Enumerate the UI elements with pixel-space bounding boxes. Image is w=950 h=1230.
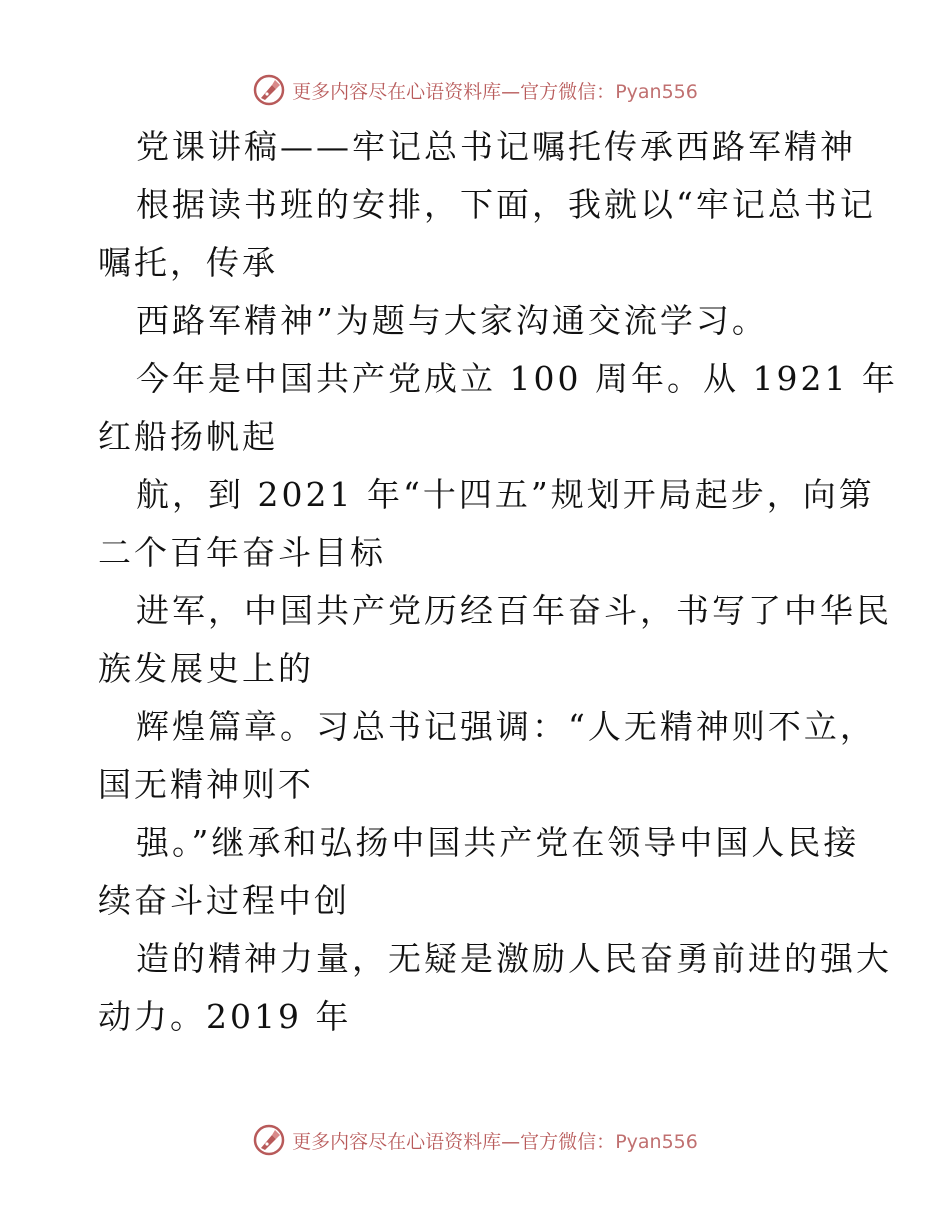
watermark-wechat-id: Pyan556 (615, 1130, 698, 1153)
text-line: 造的精神力量，无疑是激励人民奋勇前进的强大 (136, 939, 892, 978)
watermark-wechat-label: 官方微信： (520, 80, 616, 103)
text-line: 根据读书班的安排，下面，我就以“牢记总书记 (136, 185, 876, 224)
text-line: 航，到 2021 年“十四五”规划开局起步，向第 (136, 475, 875, 514)
text-line: 进军，中国共产党历经百年奋斗，书写了中华民 (136, 591, 892, 630)
watermark-dash: — (501, 1130, 521, 1153)
watermark-text (292, 77, 698, 104)
watermark-site-text: 更多内容尽在心语资料库 (292, 1130, 502, 1153)
pen-nib-circle-icon (252, 1123, 286, 1157)
text-line: 动力。2019 年 (98, 997, 352, 1036)
document-body (98, 118, 898, 1046)
footer-watermark (0, 1120, 950, 1160)
watermark-site-text: 更多内容尽在心语资料库 (292, 80, 502, 103)
watermark-wechat-label: 官方微信： (520, 1130, 616, 1153)
text-line: 今年是中国共产党成立 100 周年。从 1921 年 (136, 359, 898, 398)
text-line: 嘱托，传承 (98, 243, 278, 282)
text-line: 红船扬帆起 (98, 417, 278, 456)
watermark-wechat-id: Pyan556 (615, 80, 698, 103)
text-line: 续奋斗过程中创 (98, 881, 350, 920)
watermark-dash: — (501, 80, 521, 103)
header-watermark (0, 70, 950, 110)
text-line: 二个百年奋斗目标 (98, 533, 386, 572)
watermark-text (292, 1127, 698, 1154)
text-line: 族发展史上的 (98, 649, 314, 688)
text-line: 西路军精神”为题与大家沟通交流学习。 (136, 301, 768, 340)
text-line: 强。”继承和弘扬中国共产党在领导中国人民接 (136, 823, 860, 862)
document-title: 党课讲稿——牢记总书记嘱托传承西路军精神 (136, 127, 856, 166)
text-line: 国无精神则不 (98, 765, 314, 804)
text-line: 辉煌篇章。习总书记强调：“人无精神则不立， (136, 707, 876, 746)
pen-nib-circle-icon (252, 73, 286, 107)
